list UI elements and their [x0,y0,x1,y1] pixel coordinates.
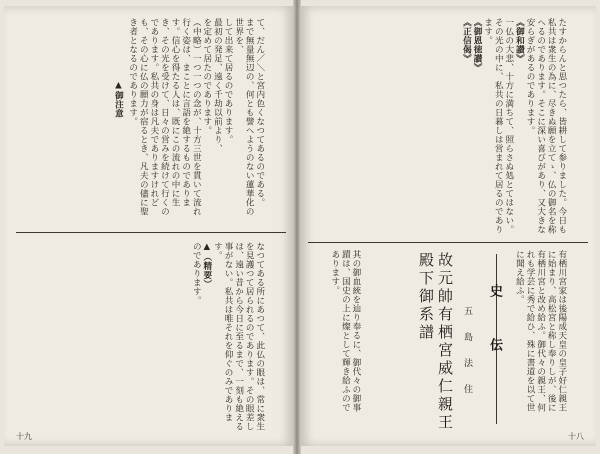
article-author: 五 島 法 住 [462,306,472,397]
left-section-mark: ▲御注意 [113,80,124,118]
right-page-number: 十八 [568,432,584,441]
left-divider [16,232,286,233]
left-bottom-text: なつてある所にあつて、此仏の眼は、常に衆生を見護つて居られるのであります。その眼差しは、遠い昔から今日に至るまで、一刻も絶える事がない。私共は唯それを仰ぐのみであります。 ▲（精要） のであります。 [191,242,265,431]
right-top-text: たすからんと思つたら、皆耕して参りました。今日も私共は衆生の為に、尽きぬ願を立てゝ、仏の御名を称へるのであります。そこに深い喜びがあり、又大きな安らぎがあるのであります。 《御和讃》 一仏の大悲、十方に満ちて、照らさぬ処とてはない。その光の中に、私共の日暮しは営まれて居るのであります。 《御恩徳讃》 《正信偈》 [461,18,567,234]
left-page-number: 十九 [16,432,32,441]
left-page [4,6,294,446]
left-top-text: て、だん／＼と宮内色くなつてあるのである。 まで無量無辺の、何とも譬へようのない蓮華化の世界を、 して出来て居るのであります。 最初の発足、遠く千劫以前より、 を定めて居たのであります。 （中略）一つ一つの念が、十方三世を貫いて流れ行く姿は、まことに言語を絶するものであります。信心を得たる人は、既にこの流れの中に生き、その光を受けて、日々の営みを続けて行くのであります。私共の身は凡夫でありますけれども、その心に仏の願力が宿るとき、凡夫の儘に聖き者となるのであります。 [127,18,265,216]
section-label: 史 伝 [487,284,502,365]
article-title: 故元帥有栖宮威仁親王殿下御系譜 [417,252,454,432]
right-page [300,6,596,446]
history-body: 有栖川宮家は後陽成天皇の皇子好仁親王に始まり、高松宮と称し奉りしが、後に有栖川宮と改め給ふ。御代々の親王、何れも学芸に秀で給ひ、殊に書道を以て世に聞え給ふ。 [514,250,567,412]
right-divider [308,242,588,243]
history-left-block: 其の御血統を辿り奉るに、御代々の御事蹟は、国史の上に燦として輝き給ふのであります。 [329,250,361,412]
